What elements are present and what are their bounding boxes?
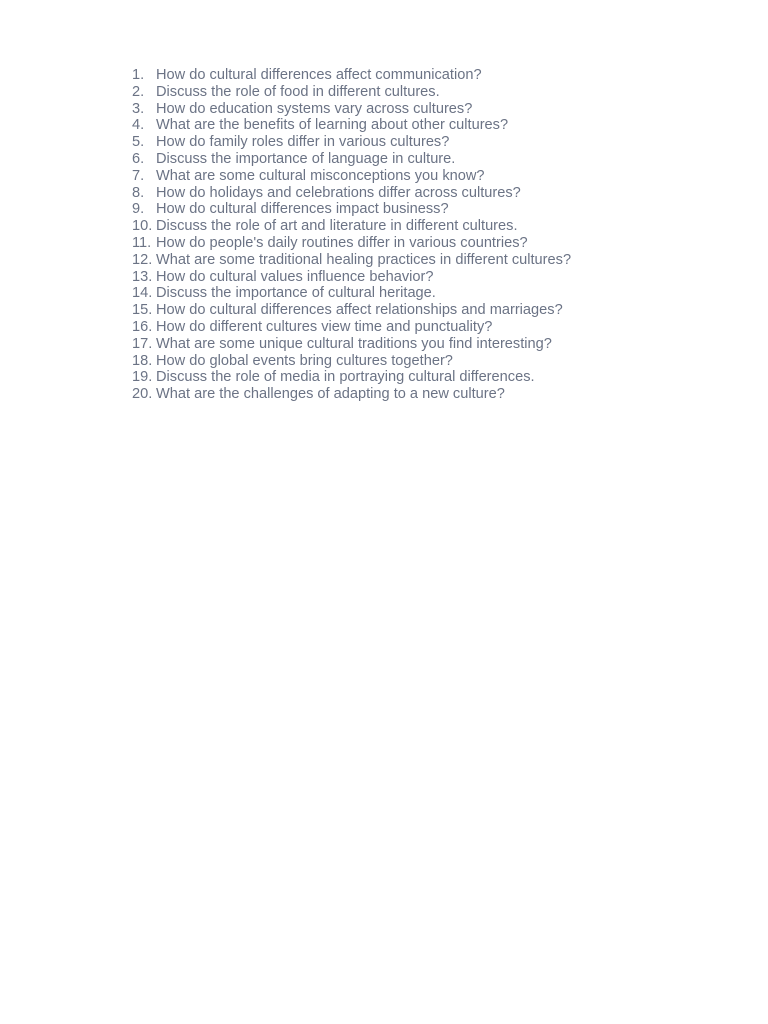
item-text: How do cultural values influence behavior? <box>156 268 434 285</box>
list-item <box>132 336 571 353</box>
list-item <box>132 302 571 319</box>
list-item <box>132 84 571 101</box>
list-item <box>132 319 571 336</box>
item-text: How do cultural differences impact business? <box>156 201 449 218</box>
item-number: 6. <box>132 150 145 167</box>
item-text: Discuss the role of food in different cultures. <box>156 83 440 100</box>
item-text: What are some unique cultural traditions you find interesting? <box>156 335 552 352</box>
item-number: 20. <box>132 386 153 403</box>
item-text: How do family roles differ in various cultures? <box>156 134 450 151</box>
list-item <box>132 386 571 403</box>
question-list <box>132 67 571 403</box>
item-number: 5. <box>132 134 145 151</box>
item-text: What are some cultural misconceptions you know? <box>156 167 485 184</box>
item-number: 12. <box>132 251 153 268</box>
list-item <box>132 235 571 252</box>
item-number: 4. <box>132 117 145 134</box>
item-number: 7. <box>132 167 145 184</box>
item-number: 9. <box>132 201 145 218</box>
item-text: What are the challenges of adapting to a new culture? <box>156 386 505 403</box>
item-text: How do cultural differences affect relationships and marriages? <box>156 302 563 319</box>
item-number: 19. <box>132 369 153 386</box>
item-number: 16. <box>132 318 153 335</box>
item-number: 1. <box>132 67 145 83</box>
list-item <box>132 218 571 235</box>
item-number: 8. <box>132 184 145 201</box>
list-item <box>132 117 571 134</box>
item-number: 10. <box>132 218 153 235</box>
item-number: 3. <box>132 100 145 117</box>
item-text: How do global events bring cultures together? <box>156 352 453 369</box>
list-item <box>132 353 571 370</box>
item-number: 14. <box>132 285 153 302</box>
item-number: 17. <box>132 335 153 352</box>
list-item <box>132 67 571 84</box>
list-item <box>132 269 571 286</box>
item-text: Discuss the importance of cultural heritage. <box>156 285 436 302</box>
item-text: What are some traditional healing practices in different cultures? <box>156 251 572 268</box>
item-number: 13. <box>132 268 153 285</box>
item-number: 15. <box>132 302 153 319</box>
item-text: How do education systems vary across cultures? <box>156 100 473 117</box>
list-item <box>132 101 571 118</box>
list-item <box>132 201 571 218</box>
item-number: 11. <box>132 234 152 251</box>
item-text: How do people's daily routines differ in various countries? <box>156 234 528 251</box>
list-item <box>132 369 571 386</box>
item-text: How do different cultures view time and punctuality? <box>156 318 493 335</box>
item-number: 18. <box>132 352 153 369</box>
item-text: Discuss the role of media in portraying cultural differences. <box>156 369 535 386</box>
list-item <box>132 285 571 302</box>
list-item <box>132 252 571 269</box>
item-text: What are the benefits of learning about other cultures? <box>156 117 509 134</box>
list-item <box>132 151 571 168</box>
list-item <box>132 185 571 202</box>
list-item <box>132 134 571 151</box>
item-text: How do holidays and celebrations differ across cultures? <box>156 184 521 201</box>
item-number: 2. <box>132 83 145 100</box>
item-text: How do cultural differences affect communication? <box>156 67 482 83</box>
list-item <box>132 168 571 185</box>
item-text: Discuss the importance of language in culture. <box>156 150 456 167</box>
item-text: Discuss the role of art and literature in different cultures. <box>156 218 518 235</box>
